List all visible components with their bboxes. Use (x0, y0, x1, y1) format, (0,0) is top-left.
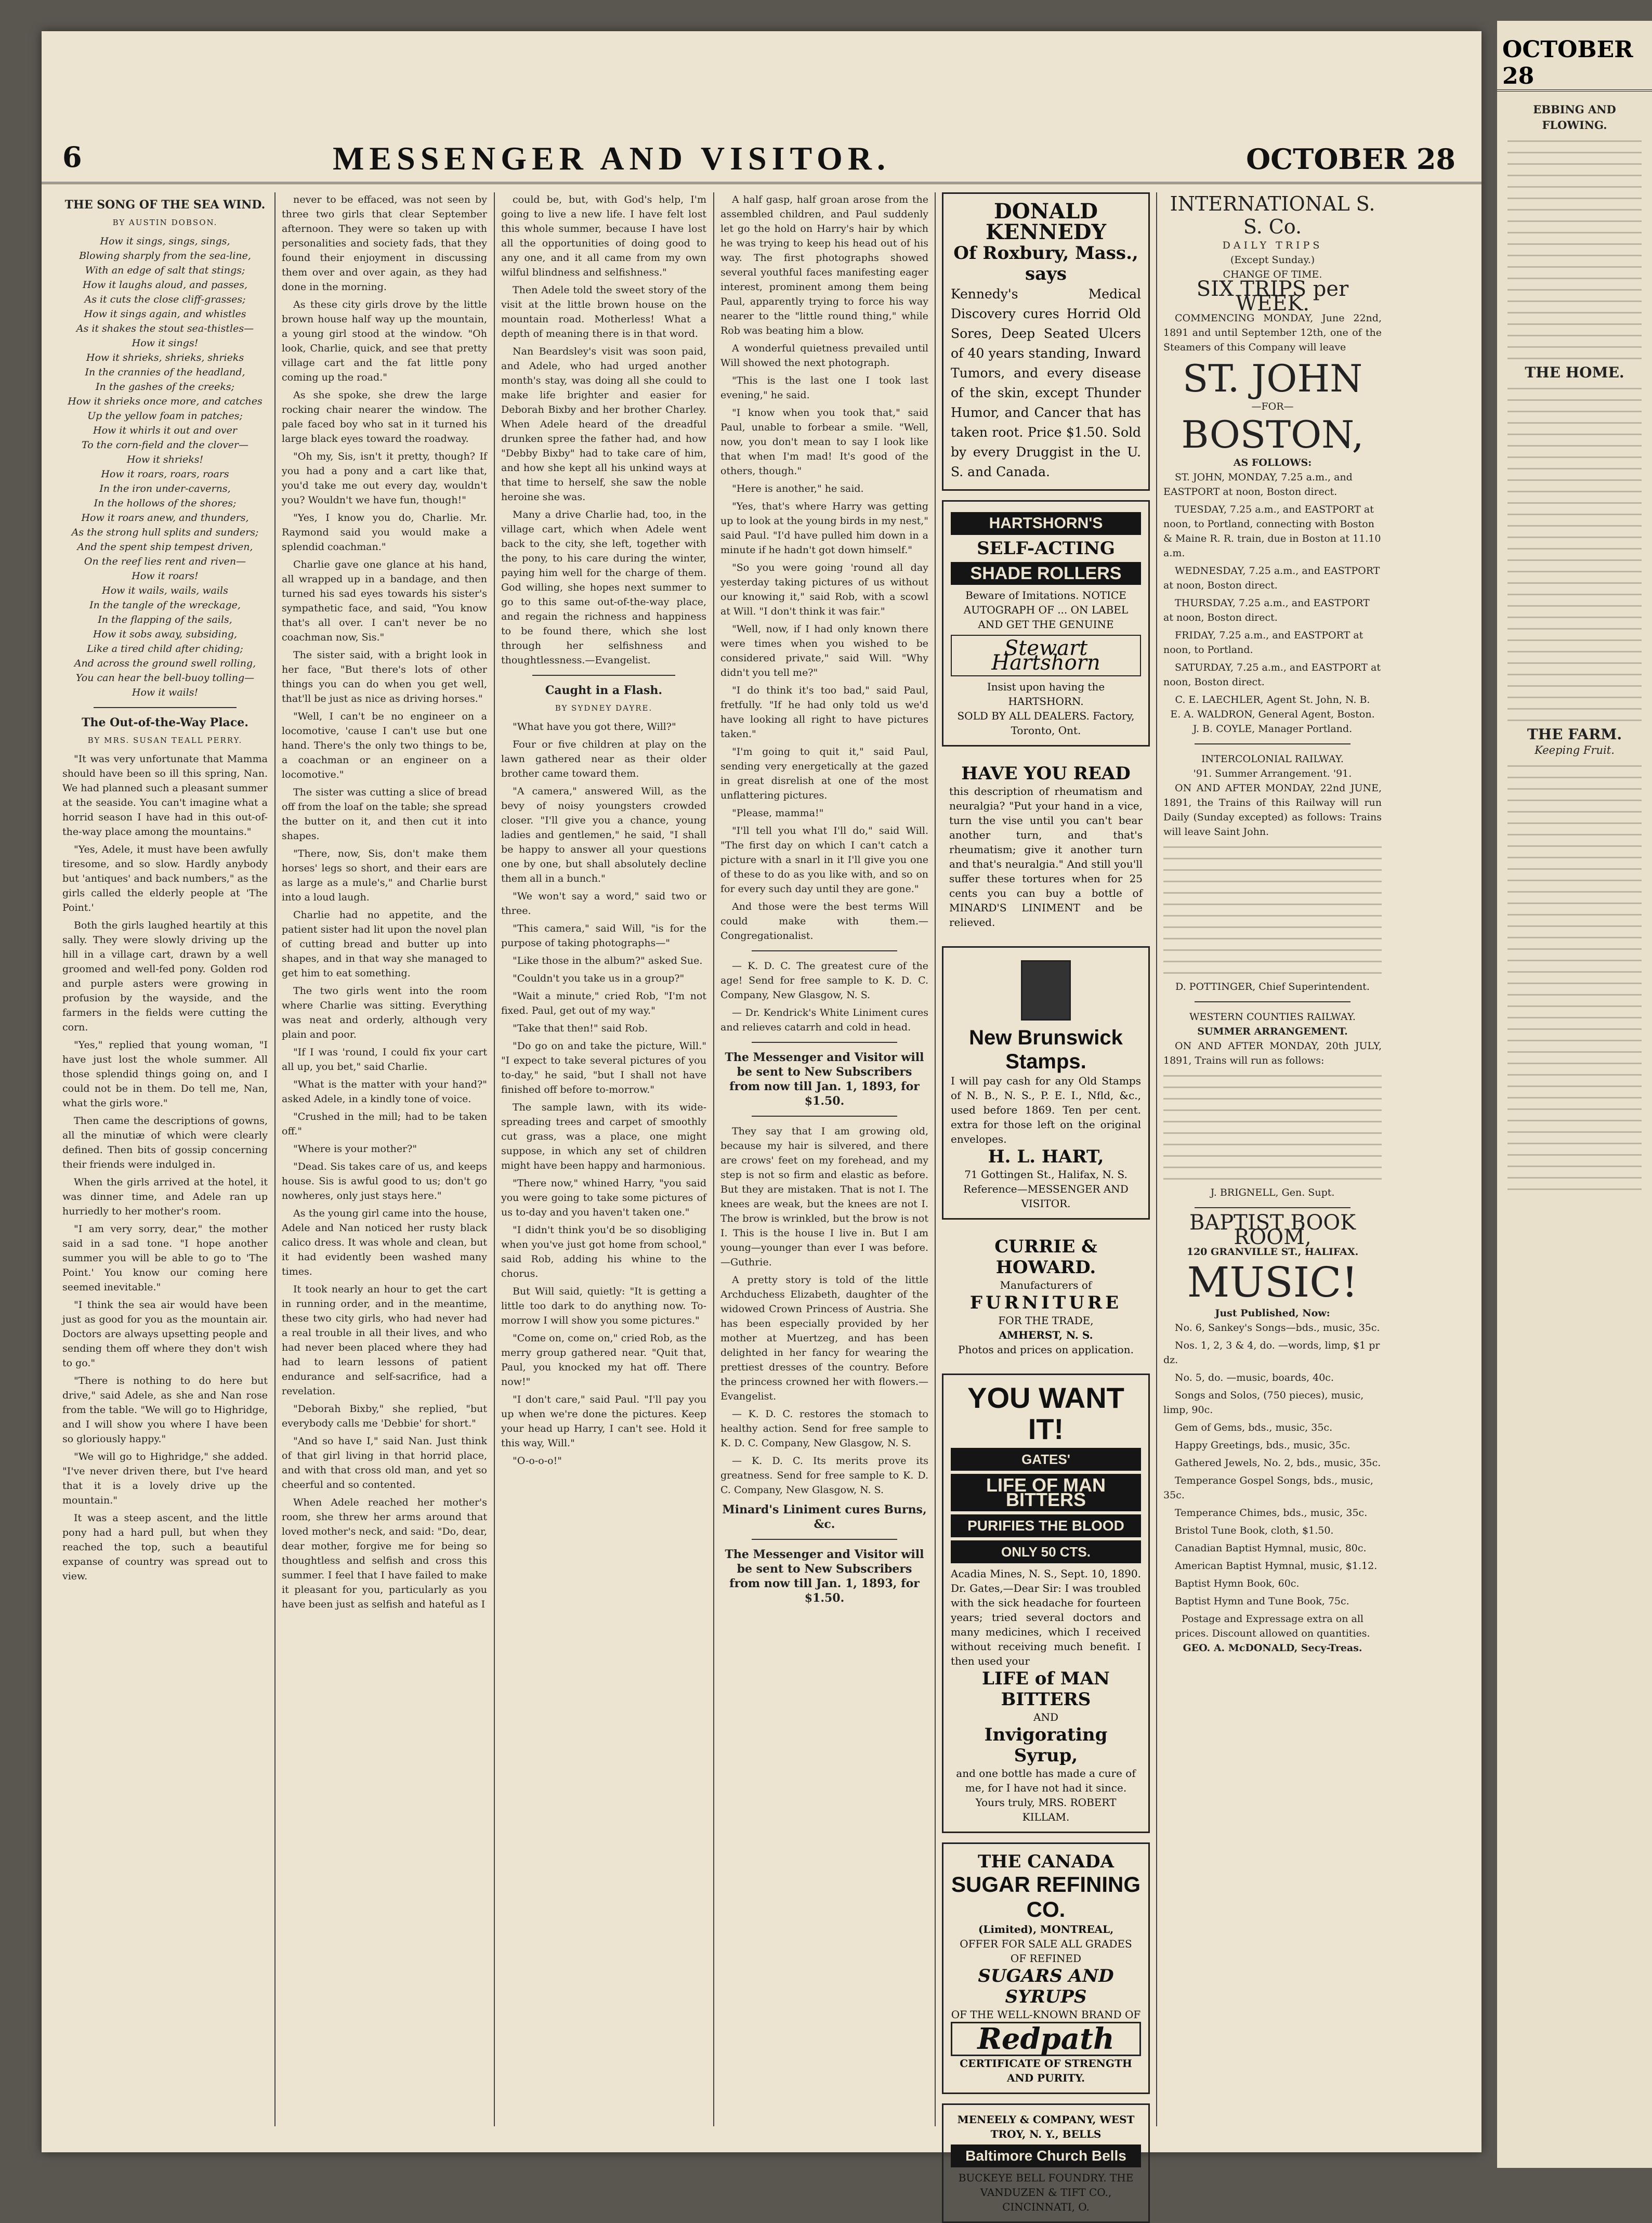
paragraph: "I don't care," said Paul. "I'll pay you up when we're done the pictures. Keep your head up Harry, I can't see. Hold it this way, Will." (501, 1394, 706, 1449)
poem-line: Blowing sharply from the sea-line, (79, 250, 251, 261)
liniment-notice: — Dr. Kendrick's White Liniment cures and relieves catarrh and cold in head. (720, 1007, 928, 1033)
kennedy-ad (942, 192, 1150, 491)
currie-name: CURRIE & HOWARD. (994, 1236, 1097, 1278)
paragraph: And those were the best terms Will could make with them.—Congregationalist. (720, 901, 928, 941)
music-item: Canadian Baptist Hymnal, music, 80c. (1175, 1542, 1367, 1554)
subscription-notice: The Messenger and Visitor will be sent to New Subscribers from now till Jan. 1, 1893, for $1.50. (725, 1548, 924, 1605)
poem-line: How it roars! (132, 570, 199, 582)
paragraph: "Yes, Adele, it must have been awfully tiresome, and so slow. Hardly anybody but 'antiques' and back numbers," as the girls called the elderly people at 'The Point.' (62, 844, 268, 913)
book-room-head: BAPTIST BOOK ROOM, (1189, 1211, 1356, 1249)
paragraph: "Please, mamma!" (732, 807, 824, 819)
music-sign: GEO. A. McDONALD, Secy-Treas. (1183, 1642, 1362, 1654)
paragraph: "Wait a minute," cried Rob, "I'm not fixed. Paul, get out of my way." (501, 990, 706, 1016)
paragraph: It was a steep ascent, and the little pony had a hard pull, but when they reached the top, such a beautiful expanse of country was spread out to view. (62, 1512, 268, 1582)
adjacent-page (1497, 21, 1652, 2168)
paragraph: As these city girls drove by the little brown house half way up the mountain, a young girl stood at the window. "Oh look, Charlie, quick, and see that pretty village cart and the fat little pony coming up the road." (282, 299, 487, 383)
gates-brand: GATES' (951, 1448, 1141, 1471)
paragraph: Nan Beardsley's visit was soon paid, and Adele, who had urged another month's stay, was doing all she could to make life brighter and easier for Deborah Bixby and her brother Charley. When Adele heard of the dreadful drunken spree the father had, and how "Debby Bixby" had to take care of him, and how she kept all his unkind ways at that time to herself, she saw the noble heroine she was. (501, 346, 706, 503)
want-head: YOU WANT IT! (967, 1381, 1124, 1445)
paragraph: "Do go on and take the picture, Will." "I expect to take several pictures of you to-day," he said, "but I shall not have finished off before to-morrow." (501, 1040, 706, 1095)
column-rule (274, 192, 276, 2126)
poem-line: In the hollows of the shores; (94, 498, 237, 509)
column-5-ads (942, 192, 1150, 2213)
poem-line: And across the ground swell rolling, (74, 658, 256, 669)
story-continued (282, 192, 487, 1612)
music-note: Postage and Expressage extra on all prices. Discount allowed on quantities. (1175, 1613, 1370, 1639)
paragraph: "Deborah Bixby," she replied, "but everybody calls me 'Debbie' for short." (282, 1403, 487, 1429)
paragraph: The sister was cutting a slice of bread off from the loaf on the table; she spread the butter on it, and then cut it into shapes. (282, 787, 487, 842)
gates-sign: and one bottle has made a cure of me, for I have not had it since. Yours truly, MRS. ROBERT KILLAM. (956, 1767, 1136, 1823)
poem-line: How it wails, wails, wails (102, 585, 228, 596)
stub-farm-heading: THE FARM. (1527, 726, 1622, 743)
paragraph: They say that I am growing old, because my hair is silvered, and there are crows' feet on my forehead, and my step is not so firm and elastic as before. But they are mistaken. That is not I. The knees are weak, but the knees are not I. The brow is wrinkled, but the brow is not I. This is the house I live in. But I am young—younger than ever I was before.—Guthrie. (720, 1126, 928, 1268)
hartshorn-product: SHADE ROLLERS (951, 562, 1141, 585)
timetable (1163, 842, 1382, 976)
intl-agent: C. E. LAECHLER, Agent St. John, N. B. (1175, 694, 1370, 705)
hartshorn-note: Beware of Imitations. NOTICE AUTOGRAPH OF ... ON LABEL AND GET THE GENUINE (963, 589, 1129, 631)
music-item: Baptist Hymn and Tune Book, 75c. (1175, 1596, 1349, 1607)
poem-body (62, 234, 268, 700)
intl-schedule (1163, 470, 1382, 689)
hartshorn-insist: Insist upon having the HARTSHORN. (987, 681, 1105, 708)
page-number: 6 (62, 140, 82, 174)
stub-text (1507, 136, 1642, 362)
sugar-brand-line: OF THE WELL-KNOWN BRAND OF (951, 2008, 1141, 2021)
poem-line: In the crannies of the headland, (85, 367, 245, 378)
paragraph: "This is the last one I took last evening," he said. (720, 375, 928, 401)
flash-body (501, 720, 706, 1468)
column-rule (713, 192, 714, 2126)
story-body (62, 752, 268, 1584)
intl-except: (Except Sunday.) (1230, 254, 1315, 266)
music-item: Happy Greetings, bds., music, 35c. (1175, 1440, 1351, 1451)
paragraph: "Well, I can't be no engineer on a locomotive, 'cause I can't use but one hand. There's the only two things to be, a coachman or an engineer on a locomotive." (282, 711, 487, 780)
divider (94, 707, 237, 708)
stamps-body: I will pay cash for any Old Stamps of N. B., N. S., P. E. I., Nfld, &c., used before 1869. Ten per cent. extra for those left on the original envelopes. (951, 1075, 1141, 1145)
stub-date: OCTOBER 28 (1497, 21, 1652, 91)
poem-line: How it sings! (132, 337, 199, 349)
paragraph: It took nearly an hour to get the cart in running order, and in the meantime, these two city girls, who had never had a real trouble in all their lives, and who had never been placed where they had had to learn lessons of patient endurance and self-sacrifice, had a revelation. (282, 1284, 487, 1397)
paragraph: A pretty story is told of the little Archduchess Elizabeth, daughter of the widowed Crown Princess of Austria. She has been especially provided by her mother at Muertzeg, and has been delighted in her fancy for wearing the prettiest dresses of the country. Before the princess crowned her with flowers.—Evangelist. (720, 1274, 928, 1402)
paragraph: Four or five children at play on the lawn gathered near as their older brother came toward them. (501, 739, 706, 779)
paragraph: Many a drive Charlie had, too, in the village cart, which when Adele went back to the city, she left, together with the pony, to his care during the winter, paying him well for the charge of them. God willing, she hopes next summer to go to this same out-of-the-way place, and regain the richness and happiness to be found there, which she lost through her selfishness and thoughtlessness.—Evangelist. (501, 509, 706, 666)
sugar-the: THE CANADA (978, 1851, 1114, 1872)
sugar-offer: OFFER FOR SALE ALL GRADES OF REFINED (960, 1938, 1132, 1965)
kdc-notice: — K. D. C. restores the stomach to healthy action. Send for free sample to K. D. C. Company, New Glasgow, N. S. (720, 1408, 928, 1449)
western-gm: J. BRIGNELL, Gen. Supt. (1210, 1187, 1335, 1198)
stamps-addr: 71 Gottingen St., Halifax, N. S. (964, 1168, 1127, 1181)
masthead (42, 125, 1481, 184)
paragraph: never to be effaced, was not seen by three two girls that clear September afternoon. They were so taken up with personalities and society fads, that they found their enjoyment in discussing them over and over again, as they had done in the morning. (282, 194, 487, 293)
newspaper-page (42, 31, 1481, 2213)
music-item: Songs and Solos, (750 pieces), music, limp, 90c. (1163, 1390, 1364, 1416)
paragraph: "If I was 'round, I could fix your cart all up, you bet," said Charlie. (282, 1047, 487, 1073)
music-head: MUSIC! (1187, 1258, 1358, 1306)
poem-line: How it roars, roars, roars (101, 468, 229, 480)
poem-line: How it sings again, and whistles (84, 308, 246, 320)
poem-author: BY AUSTIN DOBSON. (112, 218, 218, 227)
schedule-entry: ST. JOHN, MONDAY, 7.25 a.m., and EASTPORT at noon, Boston direct. (1163, 472, 1353, 498)
paragraph: "There now," whined Harry, "you said you were going to take some pictures of us to-day and you haven't taken one." (501, 1178, 706, 1218)
intl-as: AS FOLLOWS: (1233, 457, 1312, 468)
music-item: Temperance Chimes, bds., music, 35c. (1175, 1507, 1368, 1519)
poem-line: On the reef lies rent and riven— (84, 556, 246, 567)
poem-line: Like a tired child after chiding; (87, 643, 243, 655)
schedule-entry: SATURDAY, 7.25 a.m., and EASTPORT at noon, Boston direct. (1163, 662, 1381, 688)
stamps-name: H. L. HART, (988, 1146, 1104, 1167)
read-body: this description of rheumatism and neuralgia? "Put your hand in a vice, turn the vise until you can't bear another turn, and that's rheumatism; give it another turn and that's neuralgia." And still you'll suffer these tortures when for 25 cents you can buy a bottle of MINARD'S LINIMENT and be relieved. (949, 785, 1143, 929)
schedule-entry: WEDNESDAY, 7.25 a.m., and EASTPORT at noon, Boston direct. (1163, 565, 1380, 591)
sugar-products: SUGARS AND SYRUPS (978, 1966, 1114, 2007)
flash-continued (720, 192, 928, 943)
poem-line: How it sings, sings, sings, (100, 236, 230, 247)
poem-line: How it shrieks, shrieks, shrieks (86, 352, 244, 363)
stub-heading: EBBING AND FLOWING. (1533, 103, 1616, 132)
paragraph: Both the girls laughed heartily at this sally. They were slowly driving up the hill in a village cart, drawn by a well groomed and well-fed pony. Golden rod and purple asters were growing in profusion by the wayside, and the farmers in the fields were cutting the corn. (62, 920, 268, 1033)
divider (752, 1042, 897, 1043)
gates-bitters: LIFE of MAN BITTERS (982, 1668, 1110, 1710)
western-body: ON AND AFTER MONDAY, 20th JULY, 1891, Trains will run as follows: (1163, 1040, 1382, 1066)
poem-line: In the gashes of the creeks; (96, 381, 234, 393)
poem-line: In the iron under-caverns, (99, 483, 231, 494)
currie-note: Photos and prices on application. (958, 1343, 1134, 1356)
column-2 (282, 192, 487, 2132)
paragraph: The sample lawn, with its wide-spreading trees and carpet of smoothly cut grass, was a place, one might suppose, in which any set of children might have been happy and harmonious. (501, 1102, 706, 1171)
gates-and: AND (1033, 1711, 1058, 1723)
gates-price: ONLY 50 CTS. (951, 1540, 1141, 1563)
divider (752, 950, 897, 951)
redpath-logo: Redpath (951, 2022, 1141, 2056)
furniture-ad (942, 1229, 1150, 1364)
kdc-notice: — K. D. C. The greatest cure of the age! Send for free sample to K. D. C. Company, New Glasgow, N. S. (720, 960, 928, 1001)
stamps-head: New Brunswick Stamps. (969, 1026, 1123, 1073)
paragraph: Then came the descriptions of gowns, all the minutiæ of which were clearly defined. Then bits of gossip concerning their friends were indulged in. (62, 1115, 268, 1170)
poem-line: How it wails! (132, 687, 199, 698)
sugar-cert: CERTIFICATE OF STRENGTH AND PURITY. (960, 2057, 1132, 2084)
poem-line: In the flapping of the sails, (98, 614, 232, 625)
poem-line: How it sobs away, subsiding, (93, 629, 238, 640)
divider (752, 1539, 897, 1540)
paragraph: "What is the matter with your hand?" asked Adele, in a kindly tone of voice. (282, 1079, 487, 1105)
poem-line: How it whirls it out and over (93, 425, 237, 436)
western-sub: SUMMER ARRANGEMENT. (1197, 1026, 1348, 1037)
bells-ad (942, 2103, 1150, 2223)
kennedy-body: Kennedy's Medical Discovery cures Horrid Old Sores, Deep Seated Ulcers of 40 years standing, Inward Tumors, and every disease of the skin, except Thunder Humor, and Cancer that has taken root. Price $1.50. Sold by every Druggist in the U. S. and Canada. (951, 286, 1141, 479)
currie-sub: Manufacturers of (1000, 1279, 1092, 1291)
intl-trips: DAILY TRIPS (1222, 240, 1323, 251)
paragraph: Then Adele told the sweet story of the visit at the little brown house on the mountain road. Motherless! What a depth of meaning there is in that word. (501, 284, 706, 339)
kennedy-name: DONALD KENNEDY (985, 199, 1107, 244)
divider (1195, 1207, 1351, 1208)
intl-gm: E. A. WALDRON, General Agent, Boston. (1170, 709, 1375, 720)
paragraph: "Here is another," he said. (732, 483, 864, 494)
paragraph: "Crushed in the mill; had to be taken off." (282, 1111, 487, 1137)
paragraph: "Yes," replied that young woman, "I have just lost the whole summer. All those splendid things going on, and I could not be in them. Do tell me, Nan, what the girls wore." (62, 1039, 268, 1109)
stamps-ad (942, 946, 1150, 1220)
poem-line: As the strong hull splits and sunders; (71, 527, 259, 538)
paragraph: "I do think it's too bad," said Paul, fretfully. "If he had only told us we'd have looking all right to have pictures taken." (720, 685, 928, 740)
paragraph: "What have you got there, Will?" (513, 721, 676, 733)
paragraph: "Well, now, if I had only known there were times when you wished to be considered private," said Will. "Why didn't you tell me?" (720, 623, 928, 678)
gates-letter: Acadia Mines, N. S., Sept. 10, 1890. Dr. Gates,—Dear Sir: I was troubled with the sick headache for fourteen years; tried several doctors and many medicines, which I received without receiving much benefit. I then used your (951, 1567, 1141, 1667)
column-1 (62, 192, 268, 2132)
paragraph: "O-o-o-o!" (513, 1455, 562, 1467)
hartshorn-brand: HARTSHORN'S (951, 512, 1141, 535)
poem-line: How it shrieks! (126, 454, 204, 465)
poem-line: As it shakes the stout sea-thistles— (76, 323, 254, 334)
gates-tag: PURIFIES THE BLOOD (951, 1514, 1141, 1537)
column-3 (501, 192, 706, 2132)
story-author: BY MRS. SUSAN TEALL PERRY. (87, 736, 243, 745)
kennedy-sub: Of Roxbury, Mass., says (953, 243, 1138, 284)
hartshorn-sold: SOLD BY ALL DEALERS. Factory, Toronto, Ont. (957, 710, 1135, 737)
column-rule (1156, 192, 1157, 2126)
intl-for: —FOR— (1251, 401, 1294, 412)
paragraph: "I'm going to quit it," said Paul, sending very energetically at the gazed in great disrelish at one of the most unflattering pictures. (720, 746, 928, 801)
flash-author: BY SYDNEY DAYRE. (555, 703, 653, 713)
music-item: Gem of Gems, bds., music, 35c. (1175, 1422, 1333, 1433)
sugar-name: SUGAR REFINING CO. (951, 1872, 1140, 1921)
hartshorn-signature: Stewart Hartshorn (951, 635, 1141, 676)
paragraph: Charlie had no appetite, and the patient sister had lit upon the novel plan of cutting bread and butter up into shapes, and in that way she managed to get him to eat something. (282, 909, 487, 979)
hartshorn-ad (942, 500, 1150, 747)
flash-title: Caught in a Flash. (545, 684, 663, 697)
paragraph: When Adele reached her mother's room, she threw her arms around that loved mother's neck, and said: "Do, dear, dear mother, forgive me for being so thoughtless and selfish and cross this summer. I feel that I have failed to make it pleasant for you, particularly as you have been just as selfish and hateful as I (282, 1497, 487, 1610)
paragraph: But Will said, quietly: "It is getting a little too dark to do anything now. To-morrow I will show you some pictures." (501, 1286, 706, 1326)
poem-line: How it roars anew, and thunders, (81, 512, 249, 524)
minard-notice: Minard's Liniment cures Burns, &c. (722, 1503, 927, 1531)
intl-from: ST. JOHN (1182, 357, 1363, 400)
music-item: Nos. 1, 2, 3 & 4, do. —words, limp, $1 pr dz. (1163, 1340, 1380, 1366)
sugar-sub: (Limited), MONTREAL, (978, 1923, 1114, 1936)
music-sub: Just Published, Now: (1215, 1307, 1330, 1319)
column-rule (935, 192, 936, 2126)
paragraph: "So you were going 'round all day yesterday taking pictures of us without our knowing it," said Rob, with a scowl at Will. "I don't think it was fair." (720, 562, 928, 617)
stub-column (1497, 91, 1652, 1206)
paragraph: "There, now, Sis, don't make them horses' legs so short, and their ears are as large as a mule's," and Charlie burst into a loud laugh. (282, 848, 487, 903)
poem-line: And the spent ship tempest driven, (77, 541, 253, 553)
stamps-ref: Reference—MESSENGER AND VISITOR. (963, 1183, 1129, 1210)
paragraph: "Couldn't you take us in a group?" (513, 973, 685, 984)
paragraph: "I'll tell you what I'll do," said Will. "The first day on which I can't catch a picture with a snarl in it I'll give you one of these to do as you like with, and so on for every such day until they are gone." (720, 825, 928, 895)
miscellany (720, 1124, 928, 1404)
book-room-addr: 120 GRANVILLE ST., HALIFAX. (1186, 1246, 1359, 1258)
paragraph: A half gasp, half groan arose from the assembled children, and Paul suddenly let go the hold on Harry's hair by which he was trying to keep his head out of his way. The first photographs showed several youthful faces manifesting eager interest, prominent among them being Paul, apparently trying to force his way nearer to the "little round thing," while Rob was beating him a blow. (720, 194, 928, 336)
paragraph: Charlie gave one glance at his hand, all wrapped up in a bandage, and then turned his sad eyes towards his sister's sympathetic face, and said, "You know that's all over. I can't never be no coachman now, Sis." (282, 559, 487, 643)
column-4 (720, 192, 928, 2132)
schedule-entry: THURSDAY, 7.25 a.m., and EASTPORT at noon, Boston direct. (1163, 597, 1370, 623)
timetable (1163, 1071, 1382, 1182)
stub-farm-sub: Keeping Fruit. (1535, 744, 1615, 756)
kdc-notice: — K. D. C. Its merits prove its greatness. Send for free sample to K. D. C. Company, New Glasgow, N. S. (720, 1455, 928, 1496)
paragraph: "And so have I," said Nan. Just think of that girl living in that horrid place, and with that cross old man, and yet so cheerful and so contented. (282, 1435, 487, 1490)
currie-place: AMHERST, N. S. (999, 1329, 1093, 1341)
paragraph: "Yes, I know you do, Charlie. Mr. Raymond said you would make a splendid coachman." (282, 512, 487, 553)
hartshorn-line: SELF-ACTING (977, 538, 1115, 559)
minard-ad (942, 756, 1150, 937)
divider (752, 1116, 897, 1117)
paragraph: "It was very unfortunate that Mamma should have been so ill this spring, Nan. We had planned such a pleasant summer at the seaside. You can't imagine what a horrid season I have had in this out-of-the-way place among the mountains." (62, 753, 268, 838)
paragraph: "I didn't think you'd be so disobliging when you've just got home from school," said Rob, adding his whine to the chorus. (501, 1224, 706, 1279)
read-head: HAVE YOU READ (961, 763, 1131, 784)
poem-line: With an edge of salt that stings; (85, 265, 245, 276)
paragraph: "Oh my, Sis, isn't it pretty, though? If you had a pony and a cart like that, you'd take me out every day, wouldn't you? Wouldn't we have fun, though!" (282, 451, 487, 506)
story-ending (501, 192, 706, 668)
paragraph: "We won't say a word," said two or three. (501, 891, 706, 917)
bitters-ad (942, 1374, 1150, 1833)
music-item: No. 5, do. —music, boards, 40c. (1175, 1372, 1334, 1383)
paragraph: could be, but, with God's help, I'm going to live a new life. I have felt lost this whole summer, because I have lost all the opportunities of doing good to any one, and it all came from my own wilful blindness and selfishness." (501, 194, 706, 278)
music-item: Gathered Jewels, No. 2, bds., music, 35c. (1175, 1457, 1381, 1469)
column-6-ads (1163, 192, 1382, 2132)
paragraph: "Where is your mother?" (293, 1143, 417, 1155)
stub-text (1507, 761, 1642, 1193)
intl-to: BOSTON, (1181, 413, 1364, 456)
paragraph: "I am very sorry, dear," the mother said in a sad tone. "I hope another summer you will be able to go to 'The Point.' You know our coming here seemed inevitable." (62, 1223, 268, 1293)
bells-baltimore: Baltimore Church Bells (951, 2144, 1141, 2167)
divider (532, 675, 675, 676)
music-item: American Baptist Hymnal, music, $1.12. (1175, 1560, 1378, 1572)
currie-trade: FURNITURE (969, 1292, 1122, 1313)
music-item: Bristol Tune Book, cloth, $1.50. (1175, 1525, 1334, 1536)
subscription-notice: The Messenger and Visitor will be sent to New Subscribers from now till Jan. 1, 1893, for $1.50. (725, 1051, 924, 1108)
poem-line: In the tangle of the wreckage, (89, 599, 241, 611)
intercolonial-head: INTERCOLONIAL RAILWAY. (1201, 753, 1344, 765)
issue-date: OCTOBER 28 (1246, 142, 1456, 176)
paragraph: "We will go to Highridge," she added. "I've never driven there, but I've heard that it is a lovely drive up the mountain." (62, 1451, 268, 1506)
stamp-icon (1021, 960, 1071, 1021)
currie-for: FOR THE TRADE, (998, 1314, 1094, 1327)
sugar-ad (942, 1842, 1150, 2094)
schedule-entry: FRIDAY, 7.25 a.m., and EASTPORT at noon, to Portland. (1163, 630, 1363, 656)
paragraph: "I know when you took that," said Paul, unable to forbear a smile. "Well, now, you don't mean to say I look like that when I'm mad! It's good of the others, though." (720, 407, 928, 477)
paragraph: As she spoke, she drew the large rocking chair nearer the window. The pale faced boy who sat in it turned his large black eyes toward the roadway. (282, 389, 487, 444)
schedule-entry: TUESDAY, 7.25 a.m., and EASTPORT at noon, to Portland, connecting with Boston & Maine R. R. train, due in Boston at 11.10 a.m. (1163, 504, 1381, 559)
stub-text (1507, 384, 1642, 724)
paragraph: "Come on, come on," cried Rob, as the merry group gathered near. "Quit that, Paul, you knocked my hat off. There now!" (501, 1332, 706, 1388)
paragraph: The sister said, with a bright look in her face, "But there's lots of other things you can do when you get well, that'll be just as nice as driving horses." (282, 649, 487, 704)
intl-change: CHANGE OF TIME. (1223, 269, 1322, 280)
paragraph: "Yes, that's where Harry was getting up to look at the young birds in my nest," said Paul. "I'd have pulled him down in a minute if he hadn't got down himself." (720, 501, 928, 556)
column-rule (494, 192, 495, 2126)
paragraph: "There is nothing to do here but drive," said Adele, as she and Nan rose from the table. "We will go to Highridge, and I will show you where I have been so gloriously happy." (62, 1375, 268, 1445)
newspaper-title: MESSENGER AND VISITOR. (333, 140, 890, 177)
paragraph: The two girls went into the room where Charlie was sitting. Everything was neat and orderly, although very plain and poor. (282, 985, 487, 1040)
music-item: Temperance Gospel Songs, bds., music, 35c. (1163, 1475, 1373, 1501)
divider (1195, 1001, 1351, 1002)
gates-product: LIFE OF MAN BITTERS (951, 1474, 1141, 1511)
music-list (1163, 1320, 1382, 1609)
intercolonial-sub: '91. Summer Arrangement. '91. (1193, 768, 1352, 779)
intl-six: SIX TRIPS per WEEK. (1196, 277, 1349, 316)
paragraph: "Like those in the album?" asked Sue. (513, 955, 703, 966)
stub-home-heading: THE HOME. (1525, 364, 1624, 381)
paragraph: As the young girl came into the house, Adele and Nan noticed her rusty black calico dress. It was whole and clean, but it had evidently been washed many times. (282, 1208, 487, 1277)
poem-line: To the corn-field and the clover— (82, 439, 248, 451)
intl-mgr: J. B. COYLE, Manager Portland. (1192, 723, 1353, 735)
poem-line: How it shrieks once more, and catches (68, 396, 263, 407)
story-title: The Out-of-the-Way Place. (82, 716, 248, 729)
bells-menely: MENEELY & COMPANY, WEST TROY, N. Y., BELLS (957, 2113, 1135, 2140)
paragraph: "I think the sea air would have been just as good for you as the mountain air. Doctors are always upsetting people and sending them off where they don't wish to go." (62, 1299, 268, 1369)
paragraph: "This camera," said Will, "is for the purpose of taking photographs—" (501, 923, 706, 949)
poem-title: THE SONG OF THE SEA WIND. (64, 198, 266, 212)
paragraph: When the girls arrived at the hotel, it was dinner time, and Adele ran up hurriedly to her mother's room. (62, 1176, 268, 1217)
music-item: No. 6, Sankey's Songs—bds., music, 35c. (1175, 1322, 1380, 1333)
intl-name: INTERNATIONAL S. S. Co. (1170, 192, 1375, 238)
western-head: WESTERN COUNTIES RAILWAY. (1189, 1011, 1356, 1023)
intl-commencing: COMMENCING MONDAY, June 22nd, 1891 and until September 12th, one of the Steamers of this Company will leave (1163, 312, 1382, 353)
paragraph: "A camera," answered Will, as the bevy of noisy youngsters crowded closer. "I'll give you a chance, young ladies and gentlemen," he said, "I shall be happy to answer all your questions one by one, but shall absolutely decline them all in a bunch." (501, 786, 706, 884)
paragraph: "Dead. Sis takes care of us, and keeps house. Sis is awful good to us; don't go nowheres, only just stays here." (282, 1161, 487, 1201)
poem-line: Up the yellow foam in patches; (87, 410, 243, 422)
music-item: Baptist Hymn Book, 60c. (1175, 1578, 1300, 1589)
poem-line: As it cuts the close cliff-grasses; (84, 294, 246, 305)
intercolonial-manager: D. POTTINGER, Chief Superintendent. (1175, 981, 1370, 992)
divider (1195, 743, 1351, 744)
intercolonial-body: ON AND AFTER MONDAY, 22nd JUNE, 1891, the Trains of this Railway will run Daily (Sunday excepted) as follows: Trains will leave Saint John. (1163, 782, 1382, 838)
poem-line: You can hear the bell-buoy tolling— (75, 672, 255, 684)
poem-line: How it laughs aloud, and passes, (82, 279, 247, 291)
paragraph: A wonderful quietness prevailed until Will showed the next photograph. (720, 343, 928, 369)
gates-syrup: Invigorating Syrup, (984, 1724, 1108, 1766)
bells-buckeye: BUCKEYE BELL FOUNDRY. THE VANDUZEN & TIFT CO., CINCINNATI, O. (958, 2172, 1134, 2213)
paragraph: "Take that then!" said Rob. (513, 1023, 648, 1034)
